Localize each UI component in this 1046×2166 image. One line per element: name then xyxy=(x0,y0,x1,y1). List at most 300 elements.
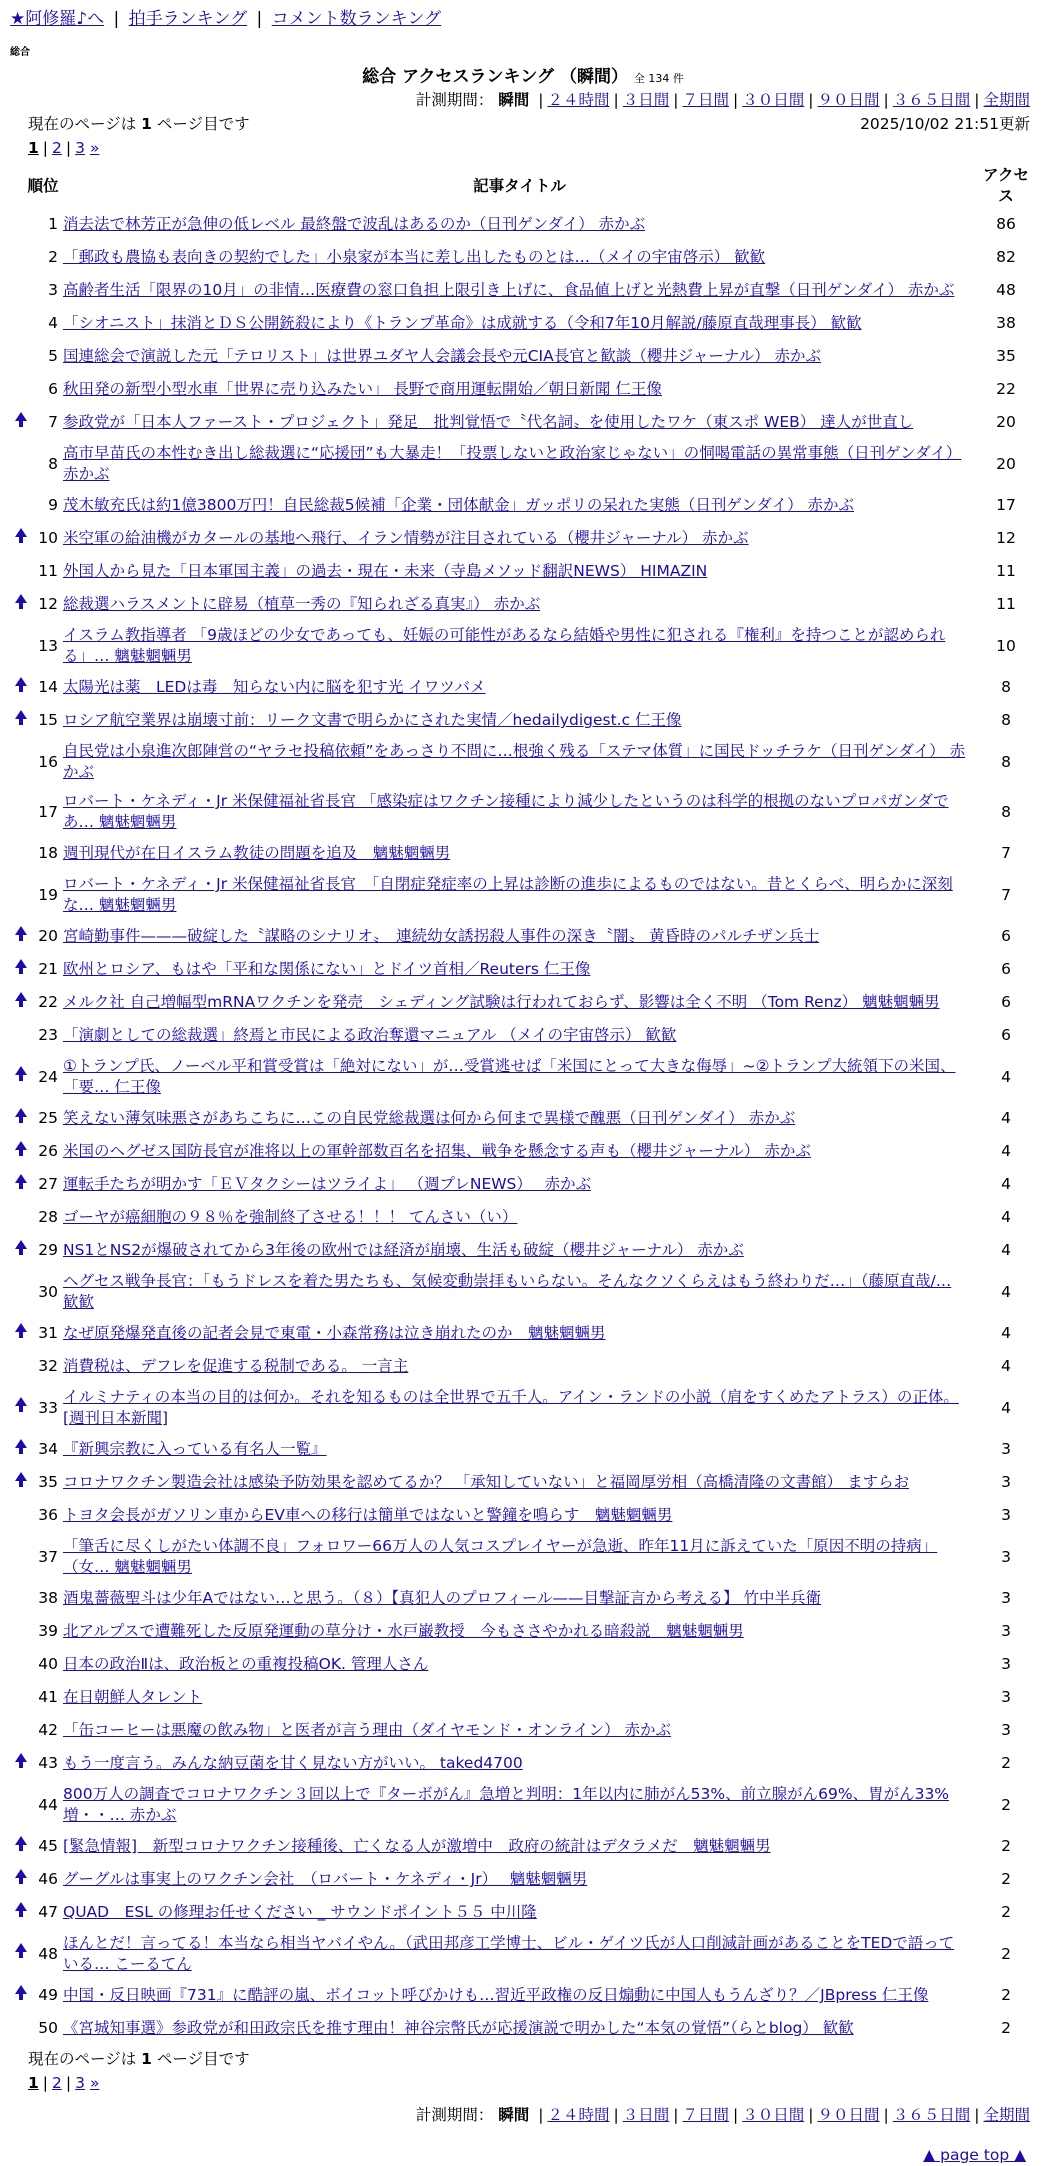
up-arrow-icon xyxy=(15,1108,27,1124)
period-link[interactable]: ３０日間 xyxy=(742,91,805,110)
table-row xyxy=(10,1979,1036,2012)
access-count: 4 xyxy=(1001,1067,1011,1086)
access-count: 2 xyxy=(1001,1870,1011,1889)
period-link[interactable]: ３０日間 xyxy=(742,2106,805,2125)
title-cell xyxy=(63,1267,976,1317)
rank-number: 31 xyxy=(38,1324,58,1343)
title-cell xyxy=(63,986,976,1019)
table-row xyxy=(10,340,1036,373)
table-row xyxy=(10,1466,1036,1499)
title-cell xyxy=(63,1929,976,1979)
rank-change-cell xyxy=(10,307,32,340)
article-title-link[interactable]: トヨタ会長がガソリン車からEV車への移行は簡単ではないと警鐘を鳴らす 魑魅魍魎男 xyxy=(63,1506,673,1525)
up-arrow-icon xyxy=(15,1439,27,1455)
article-title-link[interactable]: 笑えない薄気味悪さがあちこちに…この自民党総裁選は何から何まで異様で醜悪（日刊ゲンダイ） 赤かぶ xyxy=(63,1109,796,1128)
rank-change-cell xyxy=(10,1383,32,1433)
top-navigation xyxy=(10,8,1036,34)
period-link[interactable]: ７日間 xyxy=(682,91,729,110)
access-count: 6 xyxy=(1001,960,1011,979)
article-title-link[interactable]: 800万人の調査でコロナワクチン３回以上で『ターボがん』急増と判明：1年以内に肺がん53%、前立腺がん69%、胃がん33%増・・… 赤かぶ xyxy=(63,1785,950,1825)
table-row xyxy=(10,737,1036,787)
article-title-link[interactable]: 国連総会で演説した元「テロリスト」は世界ユダヤ人会議会長や元CIA長官と歓談（櫻井ジャーナル） 赤かぶ xyxy=(63,347,822,366)
separator: | xyxy=(113,9,120,29)
rank-change-cell xyxy=(10,1532,32,1582)
up-arrow-icon xyxy=(15,1985,27,2001)
separator: | xyxy=(538,91,544,110)
pagination-bottom xyxy=(10,2073,1036,2097)
title-cell xyxy=(63,2012,976,2045)
rank-number: 32 xyxy=(38,1357,58,1376)
rank-number: 34 xyxy=(38,1440,58,1459)
article-title-link[interactable]: もう一度言う。みんな納豆菌を甘く見ない方がいい。 taked4700 xyxy=(63,1754,523,1773)
title-cell xyxy=(63,489,976,522)
access-count: 35 xyxy=(996,347,1016,366)
rank-change-cell xyxy=(10,1830,32,1863)
article-title-link[interactable]: QUAD ESL の修理お任せください _ サウンドポイント５５ 中川隆 xyxy=(63,1903,537,1922)
rank-change-cell xyxy=(10,737,32,787)
article-title-link[interactable]: ヘグセス戦争長官：「もうドレスを着た男たちも、気候変動崇拝もいらない。そんなクソくらえはもう終わりだ…」（藤原直哉/… 歓歓 xyxy=(63,1272,952,1312)
table-row xyxy=(10,2012,1036,2045)
rank-change-cell xyxy=(10,870,32,920)
access-count: 3 xyxy=(1001,1688,1011,1707)
rank-number: 12 xyxy=(38,595,58,614)
access-count: 3 xyxy=(1001,1622,1011,1641)
table-row xyxy=(10,1582,1036,1615)
table-row xyxy=(10,522,1036,555)
article-title-link[interactable]: 茂木敏充氏は約1億3800万円！自民総裁5候補「企業・団体献金」ガッポリの呆れた実態（日刊ゲンダイ） 赤かぶ xyxy=(63,496,855,515)
title-cell xyxy=(63,1979,976,2012)
table-row xyxy=(10,1350,1036,1383)
up-arrow-icon xyxy=(15,1869,27,1885)
period-label: 計測期間： xyxy=(415,91,494,110)
up-arrow-icon xyxy=(15,412,27,428)
home-link[interactable]: ★阿修羅♪へ xyxy=(10,9,105,29)
article-title-link[interactable]: ロバート・ケネディ・Jr 米保健福祉省長官 「感染症はワクチン接種により減少したというのは科学的根拠のないプロパガンダであ… 魑魅魍魎男 xyxy=(63,792,949,832)
table-row xyxy=(10,1714,1036,1747)
rank-number: 48 xyxy=(38,1944,58,1963)
rank-number: 20 xyxy=(38,927,58,946)
rank-header: 順位 xyxy=(27,176,59,195)
period-link[interactable]: ９０日間 xyxy=(817,91,880,110)
access-count: 4 xyxy=(1001,1324,1011,1343)
access-count: 4 xyxy=(1001,1398,1011,1417)
title-cell xyxy=(63,406,976,439)
separator: | xyxy=(65,139,72,158)
title-cell xyxy=(63,373,976,406)
rank-number: 42 xyxy=(38,1721,58,1740)
title-cell xyxy=(63,1582,976,1615)
access-count: 20 xyxy=(996,454,1016,473)
applause-ranking-link[interactable]: 拍手ランキング xyxy=(128,9,248,29)
access-count: 4 xyxy=(1001,1241,1011,1260)
rank-number: 33 xyxy=(38,1398,58,1417)
article-title-link[interactable]: 「演劇としての総裁選」終焉と市民による政治奪還マニュアル （メイの宇宙啓示） 歓歓 xyxy=(63,1026,677,1045)
rank-change-cell xyxy=(10,1317,32,1350)
title-cell xyxy=(63,1201,976,1234)
rank-change-cell xyxy=(10,837,32,870)
rank-number: 6 xyxy=(48,380,58,399)
article-title-link[interactable]: 《宮城知事選》参政党が和田政宗氏を推す理由！神谷宗幣氏が応援演説で明かした“本気の覚悟”（らとblog） 歓歓 xyxy=(63,2019,854,2038)
rank-change-cell xyxy=(10,489,32,522)
rank-number: 35 xyxy=(38,1473,58,1492)
title-cell xyxy=(63,208,976,241)
separator: | xyxy=(808,91,814,110)
rank-number: 18 xyxy=(38,844,58,863)
title-cell xyxy=(63,920,976,953)
table-row xyxy=(10,837,1036,870)
title-cell xyxy=(63,837,976,870)
access-count: 11 xyxy=(996,562,1016,581)
table-row xyxy=(10,1135,1036,1168)
ranking-body xyxy=(10,208,1036,2045)
article-title-link[interactable]: 『新興宗教に入っている有名人一覧』 xyxy=(63,1440,327,1459)
separator: | xyxy=(808,2106,814,2125)
title-cell xyxy=(63,1466,976,1499)
rank-number: 44 xyxy=(38,1795,58,1814)
rank-change-cell xyxy=(10,1135,32,1168)
title-cell xyxy=(63,704,976,737)
rank-change-cell xyxy=(10,555,32,588)
current-page-text xyxy=(28,114,250,138)
access-count: 4 xyxy=(1001,1208,1011,1227)
separator: | xyxy=(613,91,619,110)
access-count: 8 xyxy=(1001,678,1011,697)
up-arrow-icon xyxy=(15,677,27,693)
article-title-link[interactable]: 日本の政治Ⅱは、政治板との重複投稿OK. 管理人さん xyxy=(63,1655,429,1674)
rank-change-cell xyxy=(10,953,32,986)
updated-timestamp: 2025/10/02 21:51更新 xyxy=(860,115,1030,134)
access-count: 2 xyxy=(1001,1795,1011,1814)
rank-number: 43 xyxy=(38,1754,58,1773)
access-count: 8 xyxy=(1001,802,1011,821)
access-count: 38 xyxy=(996,314,1016,333)
rank-number: 37 xyxy=(38,1547,58,1566)
title-cell xyxy=(63,439,976,489)
access-count: 3 xyxy=(1001,1506,1011,1525)
separator: | xyxy=(256,9,263,29)
article-title-link[interactable]: 太陽光は薬 LEDは毒 知らない内に脳を犯す光 イワツバメ xyxy=(63,678,486,697)
pagination-link[interactable]: 2 xyxy=(52,2074,62,2093)
table-row xyxy=(10,1615,1036,1648)
title-cell xyxy=(63,522,976,555)
rank-number: 49 xyxy=(38,1986,58,2005)
table-row xyxy=(10,1830,1036,1863)
article-title-link[interactable]: [緊急情報] 新型コロナワクチン接種後、亡くなる人が激増中 政府の統計はデタラメだ 魑魅魍魎男 xyxy=(63,1837,771,1856)
table-row xyxy=(10,588,1036,621)
table-row xyxy=(10,870,1036,920)
rank-change-cell xyxy=(10,1863,32,1896)
title-cell xyxy=(63,274,976,307)
up-arrow-icon xyxy=(15,594,27,610)
pagination-current: 1 xyxy=(28,2074,39,2093)
title-cell xyxy=(63,1019,976,1052)
title-cell xyxy=(63,1317,976,1350)
rank-change-cell xyxy=(10,1234,32,1267)
table-row xyxy=(10,1433,1036,1466)
rank-number: 41 xyxy=(38,1688,58,1707)
title-cell xyxy=(63,787,976,837)
rank-change-cell xyxy=(10,439,32,489)
article-title-link[interactable]: 総裁選ハラスメントに辟易（植草一秀の『知られざる真実』） 赤かぶ xyxy=(63,595,541,614)
access-count: 11 xyxy=(996,595,1016,614)
rank-change-cell xyxy=(10,621,32,671)
article-title-link[interactable]: 秋田発の新型小型水車「世界に売り込みたい」 長野で商用運転開始／朝日新聞 仁王像 xyxy=(63,380,662,399)
article-title-link[interactable]: 酒鬼薔薇聖斗は少年Aではない…と思う。（８）【真犯人のプロフィール——目撃証言から考える】 竹中半兵衛 xyxy=(63,1589,821,1608)
table-row xyxy=(10,1780,1036,1830)
table-row xyxy=(10,671,1036,704)
rank-number: 2 xyxy=(48,248,58,267)
access-count: 8 xyxy=(1001,711,1011,730)
article-title-link[interactable]: 外国人から見た「日本軍国主義」の過去・現在・未来（寺島メソッド翻訳NEWS） HIMAZIN xyxy=(63,562,708,581)
up-arrow-icon xyxy=(15,1472,27,1488)
access-count: 4 xyxy=(1001,1175,1011,1194)
table-row xyxy=(10,986,1036,1019)
pagination-current: 1 xyxy=(28,139,39,158)
rank-change-cell xyxy=(10,406,32,439)
rank-change-cell xyxy=(10,1747,32,1780)
page-text-prefix: 現在のページは xyxy=(28,2050,137,2069)
access-count: 2 xyxy=(1001,1944,1011,1963)
access-count: 3 xyxy=(1001,1440,1011,1459)
separator: | xyxy=(613,2106,619,2125)
article-title-link[interactable]: イルミナティの本当の目的は何か。それを知るものは全世界で五千人。アイン・ランドの小説（肩をすくめたアトラス）の正体。[週刊日本新聞] xyxy=(63,1388,959,1428)
article-title-link[interactable]: 「筆舌に尽くしがたい体調不良」フォロワー66万人の人気コスプレイヤーが急逝、昨年11月に訴えていた「原因不明の持病」（女… 魑魅魍魎男 xyxy=(63,1537,938,1577)
article-title-link[interactable]: 参政党が「日本人ファースト・プロジェクト」発足 批判覚悟で〝代名詞〟を使用したワケ（東スポ WEB） 達人が世直し xyxy=(63,413,914,432)
rank-change-cell xyxy=(10,1714,32,1747)
period-link[interactable]: ２４時間 xyxy=(547,91,610,110)
article-title-link[interactable]: 自民党は小泉進次郎陣営の“ヤラセ投稿依頼”をあっさり不問に…根強く残る「ステマ体質」に国民ドッチラケ（日刊ゲンダイ） 赤かぶ xyxy=(63,742,966,782)
access-count: 4 xyxy=(1001,1357,1011,1376)
period-link[interactable]: ２４時間 xyxy=(547,2106,610,2125)
access-count: 82 xyxy=(996,248,1016,267)
separator: | xyxy=(974,91,980,110)
up-arrow-icon xyxy=(15,1066,27,1082)
rank-change-cell xyxy=(10,1466,32,1499)
rank-number: 38 xyxy=(38,1589,58,1608)
table-row xyxy=(10,241,1036,274)
rank-number: 27 xyxy=(38,1175,58,1194)
rank-number: 29 xyxy=(38,1241,58,1260)
rank-number: 11 xyxy=(38,562,58,581)
article-title-link[interactable]: NS1とNS2が爆破されてから3年後の欧州では経済が崩壊、生活も破綻（櫻井ジャーナル） 赤かぶ xyxy=(63,1241,744,1260)
rank-number: 22 xyxy=(38,993,58,1012)
page-number: 1 xyxy=(141,115,152,134)
rank-change-cell xyxy=(10,1979,32,2012)
period-link[interactable]: ９０日間 xyxy=(817,2106,880,2125)
title-cell xyxy=(63,1747,976,1780)
rank-number: 36 xyxy=(38,1506,58,1525)
article-title-link[interactable]: 宮崎勤事件———破綻した〝謀略のシナリオ〟 連続幼女誘拐殺人事件の深き〝闇〟 黄昏時のパルチザン兵士 xyxy=(63,927,820,946)
rank-change-cell xyxy=(10,704,32,737)
access-count: 22 xyxy=(996,380,1016,399)
table-row xyxy=(10,1052,1036,1102)
rank-change-cell xyxy=(10,1896,32,1929)
article-title-link[interactable]: イスラム教指導者 「9歳ほどの少女であっても、妊娠の可能性があるなら結婚や男性に犯される『権利』を持つことが認められる」… 魑魅魍魎男 xyxy=(63,626,946,666)
rank-change-cell xyxy=(10,1615,32,1648)
table-row xyxy=(10,920,1036,953)
access-count: 12 xyxy=(996,529,1016,548)
title-cell xyxy=(63,1433,976,1466)
rank-change-cell xyxy=(10,588,32,621)
title-header: 記事タイトル xyxy=(473,176,566,195)
title-cell xyxy=(63,1102,976,1135)
rank-change-cell xyxy=(10,1267,32,1317)
pagination-next[interactable]: » xyxy=(89,139,100,158)
up-arrow-icon xyxy=(15,1240,27,1256)
separator: | xyxy=(974,2106,980,2125)
rank-change-cell xyxy=(10,1582,32,1615)
article-title-link[interactable]: 米空軍の給油機がカタールの基地へ飛行、イラン情勢が注目されている（櫻井ジャーナル） 赤かぶ xyxy=(63,529,749,548)
rank-number: 19 xyxy=(38,885,58,904)
rank-change-cell xyxy=(10,1433,32,1466)
page-text-suffix: ページ目です xyxy=(156,115,250,134)
table-row xyxy=(10,274,1036,307)
separator: | xyxy=(42,139,49,158)
title-cell xyxy=(63,953,976,986)
article-title-link[interactable]: ゴーヤが癌細胞の９８％を強制終了させる！！！ てんさい（い） xyxy=(63,1208,518,1227)
article-title-link[interactable]: なぜ原発爆発直後の記者会見で東電・小森常務は泣き崩れたのか 魑魅魍魎男 xyxy=(63,1324,606,1343)
title-cell xyxy=(63,241,976,274)
access-count: 4 xyxy=(1001,1282,1011,1301)
title-cell xyxy=(63,1648,976,1681)
article-title-link[interactable]: 米国のヘグゼス国防長官が准将以上の軍幹部数百名を招集、戦争を懸念する声も（櫻井ジャーナル） 赤かぶ xyxy=(63,1142,811,1161)
access-count: 2 xyxy=(1001,1903,1011,1922)
article-title-link[interactable]: コロナワクチン製造会社は感染予防効果を認めてるか？ 「承知していない」と福岡厚労相（高橋清隆の文書館） ますらお xyxy=(63,1473,910,1492)
separator: | xyxy=(733,2106,739,2125)
rank-change-cell xyxy=(10,986,32,1019)
article-title-link[interactable]: メルク社 自己増幅型mRNAワクチンを発売 シェディング試験は行われておらず、影響は全く不明 （Tom Renz） 魑魅魍魎男 xyxy=(63,993,940,1012)
access-count: 8 xyxy=(1001,752,1011,771)
rank-change-cell xyxy=(10,1350,32,1383)
rank-number: 30 xyxy=(38,1282,58,1301)
period-link[interactable]: 全期間 xyxy=(983,91,1030,110)
pagination-next[interactable]: » xyxy=(89,2074,100,2093)
article-title-link[interactable]: 「シオニスト」抹消とＤＳ公開銃殺により《トランプ革命》は成就する（令和7年10月解説/藤原直哉理事長） 歓歓 xyxy=(63,314,862,333)
rank-number: 25 xyxy=(38,1109,58,1128)
comment-ranking-link[interactable]: コメント数ランキング xyxy=(271,9,442,29)
rank-number: 47 xyxy=(38,1903,58,1922)
rank-change-cell xyxy=(10,2012,32,2045)
table-row xyxy=(10,1896,1036,1929)
up-arrow-icon xyxy=(15,1141,27,1157)
rank-number: 26 xyxy=(38,1142,58,1161)
rank-number: 15 xyxy=(38,711,58,730)
separator: | xyxy=(883,2106,889,2125)
rank-number: 16 xyxy=(38,752,58,771)
page-info-bottom xyxy=(10,2049,1036,2073)
rank-change-cell xyxy=(10,1019,32,1052)
access-count: 7 xyxy=(1001,885,1011,904)
article-title-link[interactable]: 高市早苗氏の本性むき出し総裁選に“応援団”も大暴走！「投票しないと政治家じゃない」の恫喝電話の異常事態（日刊ゲンダイ） 赤かぶ xyxy=(63,444,962,484)
title-cell xyxy=(63,1135,976,1168)
title-cell xyxy=(63,555,976,588)
up-arrow-icon xyxy=(15,992,27,1008)
pagination-link[interactable]: 2 xyxy=(52,139,62,158)
table-row xyxy=(10,1234,1036,1267)
pagination-link[interactable]: 3 xyxy=(75,139,86,158)
access-count: 3 xyxy=(1001,1547,1011,1566)
title-cell xyxy=(63,1780,976,1830)
article-title-link[interactable]: 週刊現代が在日イスラム教徒の問題を追及 魑魅魍魎男 xyxy=(63,844,451,863)
table-row xyxy=(10,1863,1036,1896)
title-cell xyxy=(63,737,976,787)
up-arrow-icon xyxy=(15,959,27,975)
title-cell xyxy=(63,588,976,621)
period-link[interactable]: ７日間 xyxy=(682,2106,729,2125)
rank-number: 21 xyxy=(38,960,58,979)
separator: | xyxy=(883,91,889,110)
article-title-link[interactable]: ロシア航空業界は崩壊寸前：リーク文書で明らかにされた実情／hedailydigest.c 仁王像 xyxy=(63,711,682,730)
period-link[interactable]: ３６５日間 xyxy=(892,2106,971,2125)
article-title-link[interactable]: 運転手たちが明かす「ＥＶタクシーはツライよ」 （週プレNEWS） 赤かぶ xyxy=(63,1175,592,1194)
period-link[interactable]: 全期間 xyxy=(983,2106,1030,2125)
access-count: 2 xyxy=(1001,1986,1011,2005)
rank-number: 13 xyxy=(38,636,58,655)
article-title-link[interactable]: 中国・反日映画『731』に酷評の嵐、ボイコット呼びかけも…習近平政権の反日煽動に中国人もうんざり？／JBpress 仁王像 xyxy=(63,1986,929,2005)
ranking-title: 総合 アクセスランキング （瞬間） xyxy=(362,66,628,87)
table-row xyxy=(10,307,1036,340)
page-top-link[interactable]: ▲ page top ▲ xyxy=(923,2146,1026,2165)
period-link[interactable]: ３日間 xyxy=(622,2106,670,2125)
table-row xyxy=(10,1102,1036,1135)
access-count: 3 xyxy=(1001,1473,1011,1492)
table-row xyxy=(10,373,1036,406)
table-row xyxy=(10,555,1036,588)
article-title-link[interactable]: ほんとだ！言ってる！本当なら相当ヤバイやん。（武田邦彦工学博士、ビル・ゲイツ氏が人口削減計画があることをTEDで語っている… こーるてん xyxy=(63,1934,955,1974)
rank-change-cell xyxy=(10,1499,32,1532)
title-cell xyxy=(63,1681,976,1714)
title-cell xyxy=(63,621,976,671)
access-count: 86 xyxy=(996,215,1016,234)
article-title-link[interactable]: ①トランプ氏、ノーベル平和賞受賞は「絶対にない」が…受賞逃せば「米国にとって大きな侮辱」~②トランプ大統領下の米国、「要… 仁王像 xyxy=(63,1057,956,1097)
pagination-top xyxy=(10,138,1036,162)
table-row xyxy=(10,208,1036,241)
article-title-link[interactable]: 欧州とロシア、もはや「平和な関係にない」とドイツ首相／Reuters 仁王像 xyxy=(63,960,591,979)
table-row xyxy=(10,1019,1036,1052)
table-row xyxy=(10,1317,1036,1350)
title-cell xyxy=(63,1863,976,1896)
access-count: 2 xyxy=(1001,1837,1011,1856)
period-selector-bottom xyxy=(10,2105,1036,2129)
rank-change-cell xyxy=(10,1780,32,1830)
article-title-link[interactable]: 在日朝鮮人タレント xyxy=(63,1688,203,1707)
table-row xyxy=(10,1168,1036,1201)
table-row xyxy=(10,1681,1036,1714)
table-row xyxy=(10,1929,1036,1979)
access-count: 3 xyxy=(1001,1589,1011,1608)
period-selector-top xyxy=(10,90,1036,114)
rank-number: 45 xyxy=(38,1837,58,1856)
article-title-link[interactable]: 消費税は、デフレを促進する税制である。 一言主 xyxy=(63,1357,409,1376)
period-link[interactable]: ３日間 xyxy=(622,91,670,110)
period-link[interactable]: ３６５日間 xyxy=(892,91,971,110)
article-title-link[interactable]: 消去法で林芳正が急伸の低レベル 最終盤で波乱はあるのか（日刊ゲンダイ） 赤かぶ xyxy=(63,215,646,234)
title-cell xyxy=(63,1532,976,1582)
article-title-link[interactable]: グーグルは事実上のワクチン会社 （ロバート・ケネディ・Jr） 魑魅魍魎男 xyxy=(63,1870,588,1889)
article-title-link[interactable]: 高齢者生活「限界の10月」の非情…医療費の窓口負担上限引き上げに、食品値上げと光熱費上昇が直撃（日刊ゲンダイ） 赤かぶ xyxy=(63,281,955,300)
title-cell xyxy=(63,1896,976,1929)
article-title-link[interactable]: 「郵政も農協も表向きの契約でした」小泉家が本当に差し出したものとは…（メイの宇宙啓示） 歓歓 xyxy=(63,248,766,267)
rank-number: 8 xyxy=(48,454,58,473)
up-arrow-icon xyxy=(15,1902,27,1918)
access-header: アクセス xyxy=(982,166,1030,206)
article-title-link[interactable]: 北アルプスで遭難死した反原発運動の草分け・水戸巌教授 今もささやかれる暗殺説 魑魅魍魎男 xyxy=(63,1622,744,1641)
rank-number: 4 xyxy=(48,314,58,333)
rank-change-cell xyxy=(10,1648,32,1681)
article-title-link[interactable]: 「缶コーヒーは悪魔の飲み物」と医者が言う理由（ダイヤモンド・オンライン） 赤かぶ xyxy=(63,1721,672,1740)
article-title-link[interactable]: ロバート・ケネディ・Jr 米保健福祉省長官 「自閉症発症率の上昇は診断の進歩によるものではない。昔とくらべ、明らかに深刻な… 魑魅魍魎男 xyxy=(63,875,953,915)
pagination-link[interactable]: 3 xyxy=(75,2074,86,2093)
